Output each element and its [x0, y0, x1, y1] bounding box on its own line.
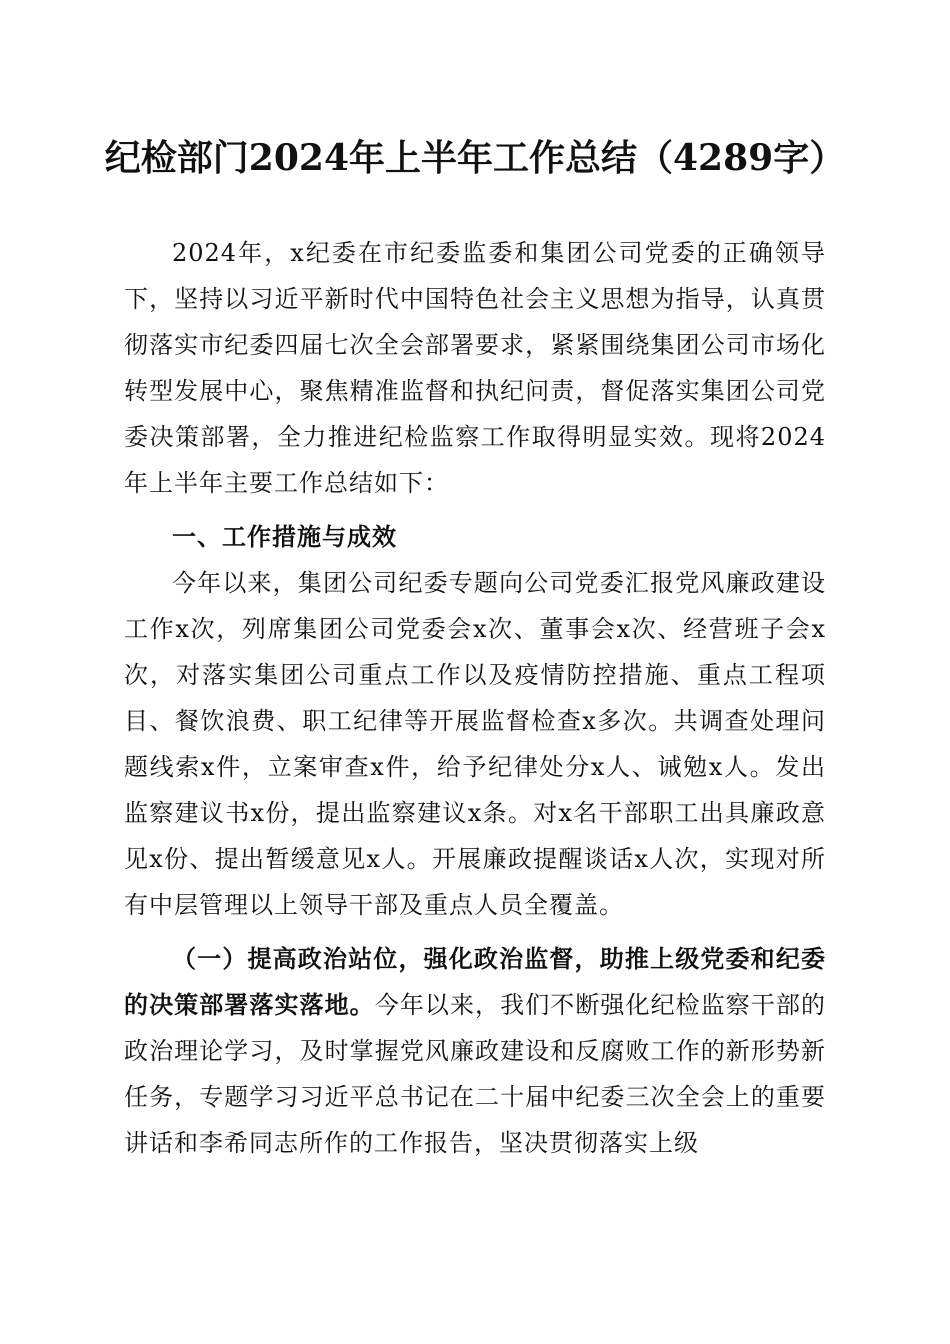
- document-title: 纪检部门2024年上半年工作总结（4289字）: [104, 137, 846, 179]
- subsection-1-paragraph: [124, 936, 826, 1166]
- intro-paragraph: 2024年，x纪委在市纪委监委和集团公司党委的正确领导下，坚持以习近平新时代中国特色社会主义思想为指导，认真贯彻落实市纪委四届七次全会部署要求，紧紧围绕集团公司市场化转型发展中心，聚焦精准监督和执纪问责，督促落实集团公司党委决策部署，全力推进纪检监察工作取得明显实效。现将2024年上半年主要工作总结如下：: [124, 239, 826, 497]
- paragraph-spacer: [124, 928, 826, 936]
- document-body: [124, 230, 826, 1166]
- subsection-1-text: 今年以来，我们不断强化纪检监察干部的政治理论学习，及时掌握党风廉政建设和反腐败工作的新形势新任务，专题学习习近平总书记在二十届中纪委三次全会上的重要讲话和李希同志所作的工作报告，坚决贯彻落实上级: [124, 991, 827, 1157]
- section-heading-1: 一、工作措施与成效: [172, 523, 397, 551]
- section-1-paragraph: 今年以来，集团公司纪委专题向公司党委汇报党风廉政建设工作x次，列席集团公司党委会x次、董事会x次、经营班子会x次，对落实集团公司重点工作以及疫情防控措施、重点工程项目、餐饮浪费、职工纪律等开展监督检查x多次。共调查处理问题线索x件，立案审查x件，给予纪律处分x人、诫勉x人。发出监察建议书x份，提出监察建议x条。对x名干部职工出具廉政意见x份、提出暂缓意见x人。开展廉政提醒谈话x人次，实现对所有中层管理以上领导干部及重点人员全覆盖。: [124, 569, 826, 919]
- paragraph-spacer: [124, 506, 826, 514]
- subsection-1-lead: （一）提高政治站位，强化政治监督，助推上级党委和纪委的决策部署落实落地。: [124, 944, 826, 1019]
